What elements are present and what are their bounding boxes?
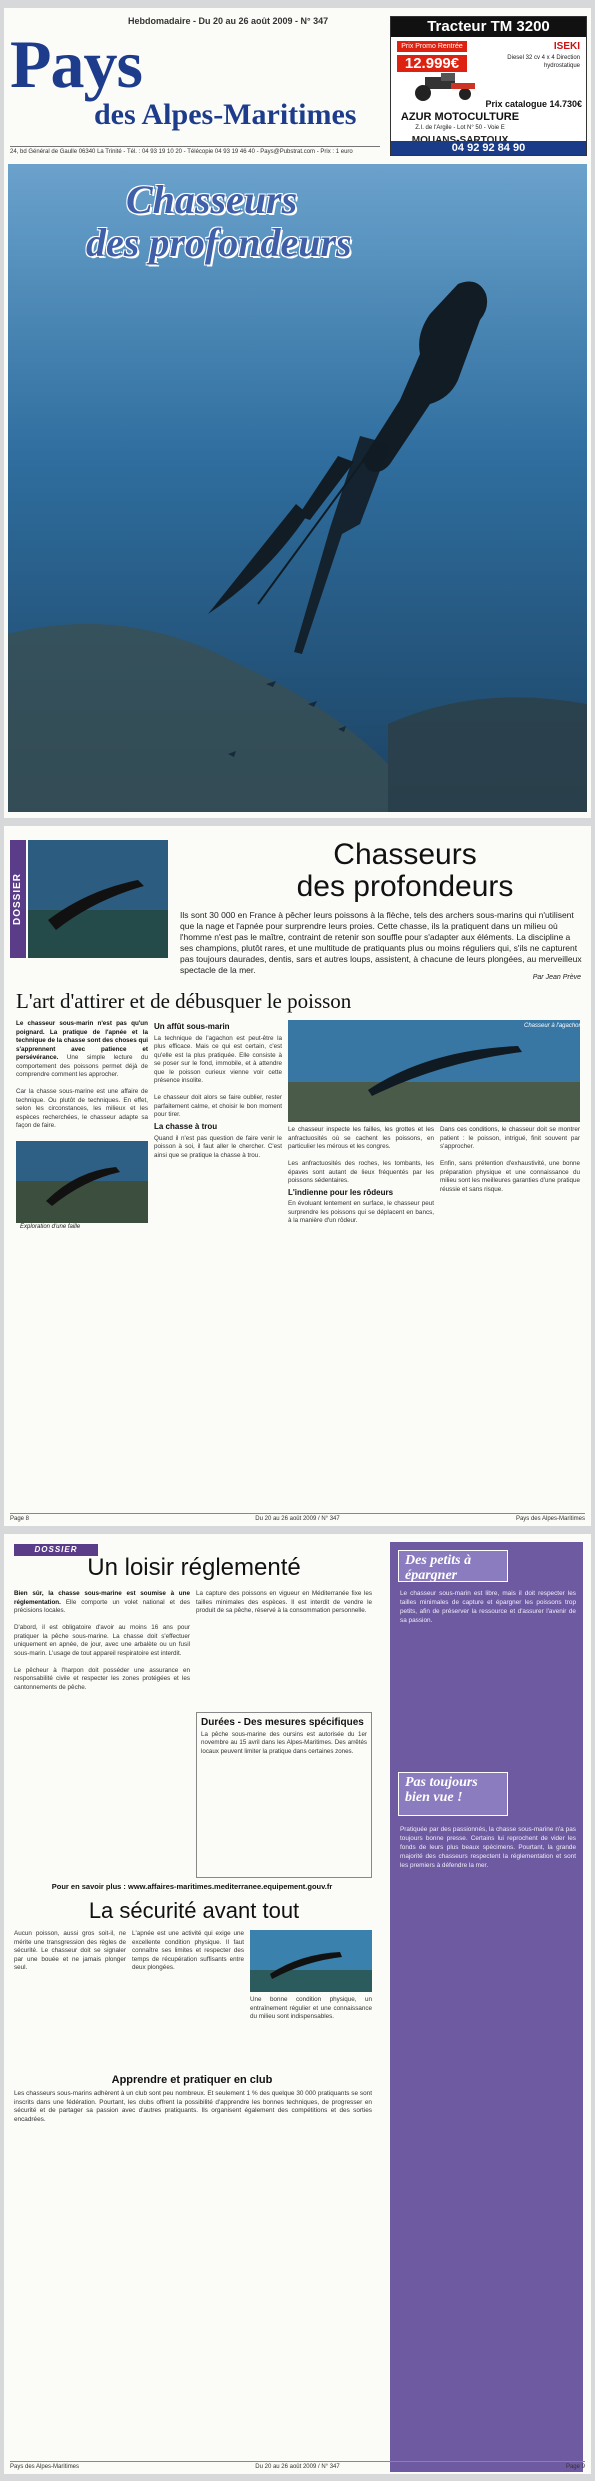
more-info-link[interactable]: Pour en savoir plus : www.affaires-maritimes.mediterranee.equipement.gouv.fr (51, 1882, 333, 1891)
issue-line: Hebdomadaire - Du 20 au 26 août 2009 - N° 347 (128, 16, 329, 26)
cover-title-line2: des profondeurs (86, 220, 352, 265)
article-column-2: Un affût sous-marin La technique de l'agachon est peut-être la plus efficace. Mais ce qui est certain, c'est qu'elle est la plus pratiquée. Elle consiste à se poser sur le fond, immobile, et à attendre que le poisson curieux vienne voir cette présence insolite. Le chasseur doit alors se faire oublier, rester parfaitement calme, et choisir le bon moment pour tirer. La chasse à trou Quand il n'est pas question de faire venir le poisson à soi, il faut aller le chercher. C'est ainsi que se pratique la chasse à trou. (154, 1022, 282, 1159)
sidebar-tag-petits: Des petits à épargner (398, 1550, 508, 1582)
byline: Par Jean Prève (532, 974, 581, 981)
article-title-line1: Chasseurs (333, 838, 477, 871)
ad-spec: Diesel 32 cv 4 x 4 Direction hydrostatique (507, 55, 580, 69)
photo-caption-agachon: Chasseur à l'agachon (524, 1023, 582, 1029)
tractor-advertisement (390, 16, 587, 156)
sidebar-text-petits: Le chasseur sous-marin est libre, mais il doit respecter les tailles minimales de capture et épargner les poissons trop petits, afin de préserver la ressource et d'assurer l'avenir de sa passion. (400, 1590, 576, 1624)
page-footer (10, 1513, 585, 1522)
ad-shop-address: Z.I. de l'Argile - Lot N° 50 - Voie E (415, 125, 505, 131)
article-column-4: Dans ces conditions, le chasseur doit se montrer patient : le poisson, intrigué, finit souvent par s'approcher. Enfin, sans prétention d'exhaustivité, une bonne préparation physique et une connaissance du milieu sont les meilleures garanties d'une pratique réussie et sans risque. (440, 1126, 580, 1193)
section-headline: L'art d'attirer et de débusquer le poisson (16, 989, 352, 1013)
footer-publication: Pays des Alpes-Maritimes (10, 2464, 80, 2470)
page-footer (10, 2461, 585, 2470)
article-column-1: Le chasseur sous-marin n'est pas qu'un poignard. La pratique de l'apnée et la technique de la chasse sont des choses qui s'apprennent avec patience et persévérance. Une simple lecture du comportement des poissons permet déjà de comprendre comment les approcher. Car la chasse sous-marine est une affaire de technique. Ou plutôt de techniques. En effet, selon les circonstances, les milieux et les espèces recherchées, le chasseur adapte sa façon de faire. (16, 1020, 148, 1500)
durees-box-heading: Durées - Des mesures spécifiques (201, 1717, 364, 1728)
fault-exploration-photo (16, 1141, 148, 1223)
sidebar (390, 1542, 583, 2472)
cover-page (4, 8, 591, 818)
securite-column-1: Aucun poisson, aussi gros soit-il, ne mérite une transgression des règles de sécurité. Le chasseur doit se signaler par une bouée et ne jamais plonger seul. (14, 1930, 126, 1971)
sidebar-tag-pas-bien-vue: Pas toujours bien vue ! (398, 1772, 508, 1816)
cover-title-line1: Chasseurs (126, 177, 298, 222)
club-heading: Apprendre et pratiquer en club (111, 2074, 273, 2086)
subhead-trou: La chasse à trou (154, 1121, 218, 1131)
photo-caption-faille: Exploration d'une faille (20, 1224, 81, 1230)
ad-phone: 04 92 92 84 90 (391, 141, 586, 155)
agachon-photo (288, 1020, 580, 1122)
ad-shop: AZUR MOTOCULTURE (400, 111, 520, 123)
article-column-3: Le chasseur inspecte les failles, les grottes et les anfractuosités où se cachent les poissons, en particulier les mérous et les congres. Les anfractuosités des roches, les tombants, les épaves sont autant de lieux fréquentés par les poissons sédentaires. L'indienne pour les rôdeurs En évoluant lentement en surface, le chasseur peut surprendre les poissons qui se déplacent en bancs, à la manière d'un rôdeur. (288, 1126, 434, 1225)
ad-brand: ISEKI (553, 41, 580, 52)
title-loisir-reglemente: Un loisir réglementé (87, 1554, 301, 1581)
ad-promo: Prix Promo Rentrée (397, 41, 467, 52)
footer-page-number: Page 8 (10, 1516, 30, 1522)
safety-photo (250, 1930, 372, 1992)
diver-photo-small (28, 840, 168, 958)
dossier-tag: DOSSIER (14, 1544, 98, 1556)
reglementation-column-2: La capture des poissons en vigueur en Méditerranée fixe les tailles minimales des espèces. Il est interdit de vendre le produit de sa pêche, réservé à la consommation personnelle. (196, 1590, 372, 1614)
article-page-9 (4, 1534, 591, 2474)
dossier-tag: DOSSIER (10, 840, 26, 958)
ad-title: Tracteur TM 3200 (391, 17, 586, 37)
tractor-icon (407, 73, 487, 101)
ad-catalogue: Prix catalogue 14.730€ (485, 99, 582, 109)
logo-alpes: des Alpes-Maritimes (94, 98, 357, 131)
ad-price: 12.999€ (397, 55, 467, 72)
footer-issue: Du 20 au 26 août 2009 / N° 347 (255, 2464, 340, 2470)
durees-box-text: La pêche sous-marine des oursins est autorisée du 1er novembre au 15 avril dans les Alpes-Maritimes. Des arrêtés locaux peuvent limiter la pratique dans certaines zones. (201, 1731, 367, 1755)
logo-pays: Pays (10, 26, 142, 102)
securite-column-2: L'apnée est une activité qui exige une excellente condition physique. Il faut connaître ses limites et respecter des temps de récupération suffisants entre deux plongées. (132, 1930, 244, 1971)
title-securite: La sécurité avant tout (88, 1898, 300, 1923)
address-line: 24, bd Général de Gaulle 06340 La Trinité - Tél. : 04 93 19 10 20 - Télécopie 04 93 19 46 40 - Pays@Pubstrat.com - Prix : 1 euro (10, 146, 380, 155)
subhead-affut: Un affût sous-marin (154, 1022, 230, 1031)
sidebar-text-pas-bien-vue: Pratiquée par des passionnés, la chasse sous-marine n'a pas toujours bonne presse. Certains lui reprochent de vider les fonds de leurs plus beaux spécimens. Pourtant, la grande majorité des chasseurs respectent la réglementation et sont les premiers à défendre la mer. (400, 1826, 576, 1869)
footer-publication: Pays des Alpes-Maritimes (515, 1516, 585, 1522)
masthead (4, 8, 591, 158)
durees-box (196, 1712, 372, 1878)
cover-photo (8, 164, 587, 812)
article-title-line2: des profondeurs (296, 870, 514, 903)
club-text: Les chasseurs sous-marins adhèrent à un club sont peu nombreux. Et seulement 1 % des quelque 30 000 pratiquants se sont inscrits dans une fédération. Pourtant, les clubs offrent la possibilité d'apprendre les bonnes techniques, de progresser en sécurité et de partager sa passion avec d'autres pratiquants. Ils organisent également des compétitions et des sorties encadrées. (14, 2090, 372, 2123)
footer-issue: Du 20 au 26 août 2009 / N° 347 (255, 1516, 340, 1522)
article-page-8 (4, 826, 591, 1526)
footer-page-number: Page 9 (565, 2464, 585, 2470)
subhead-indienne: L'indienne pour les rôdeurs (288, 1187, 394, 1197)
reglementation-column-1: Bien sûr, la chasse sous-marine est soumise à une réglementation. Elle comporte un volet national et des précisions locales. D'abord, il est obligatoire d'avoir au moins 16 ans pour pratiquer la pêche sous-marine. La chasse doit s'effectuer uniquement en apnée, de jour, avec une arbalète ou un fusil sous-marin. L'usage de tout appareil respiratoire est interdit. Le pêcheur à l'harpon doit posséder une assurance en responsabilité civile et respecter les zones protégées et les cantonnements de pêche. (14, 1590, 190, 1691)
securite-column-3: Une bonne condition physique, un entraînement régulier et une connaissance du milieu sont indispensables. (250, 1996, 372, 2020)
article-lead: Ils sont 30 000 en France à pêcher leurs poissons à la flèche, tels des archers sous-marins qui n'utilisent que la nage et l'apnée pour surprendre leurs proies. Cette chasse, ils la pratiquent dans un milieu où l'homme n'est pas le maître, contraint de retenir son souffle pour s'adapter aux éléments. La discipline a ses champions, plutôt rares, et une multitude de pratiquants plus ou moins réguliers qui, s'ils ne capturent pas toujours daurades, dentis, sars et autres loups, assistent, à chacune de leurs plongées, au merveilleux spectacle de la mer. (180, 910, 582, 976)
